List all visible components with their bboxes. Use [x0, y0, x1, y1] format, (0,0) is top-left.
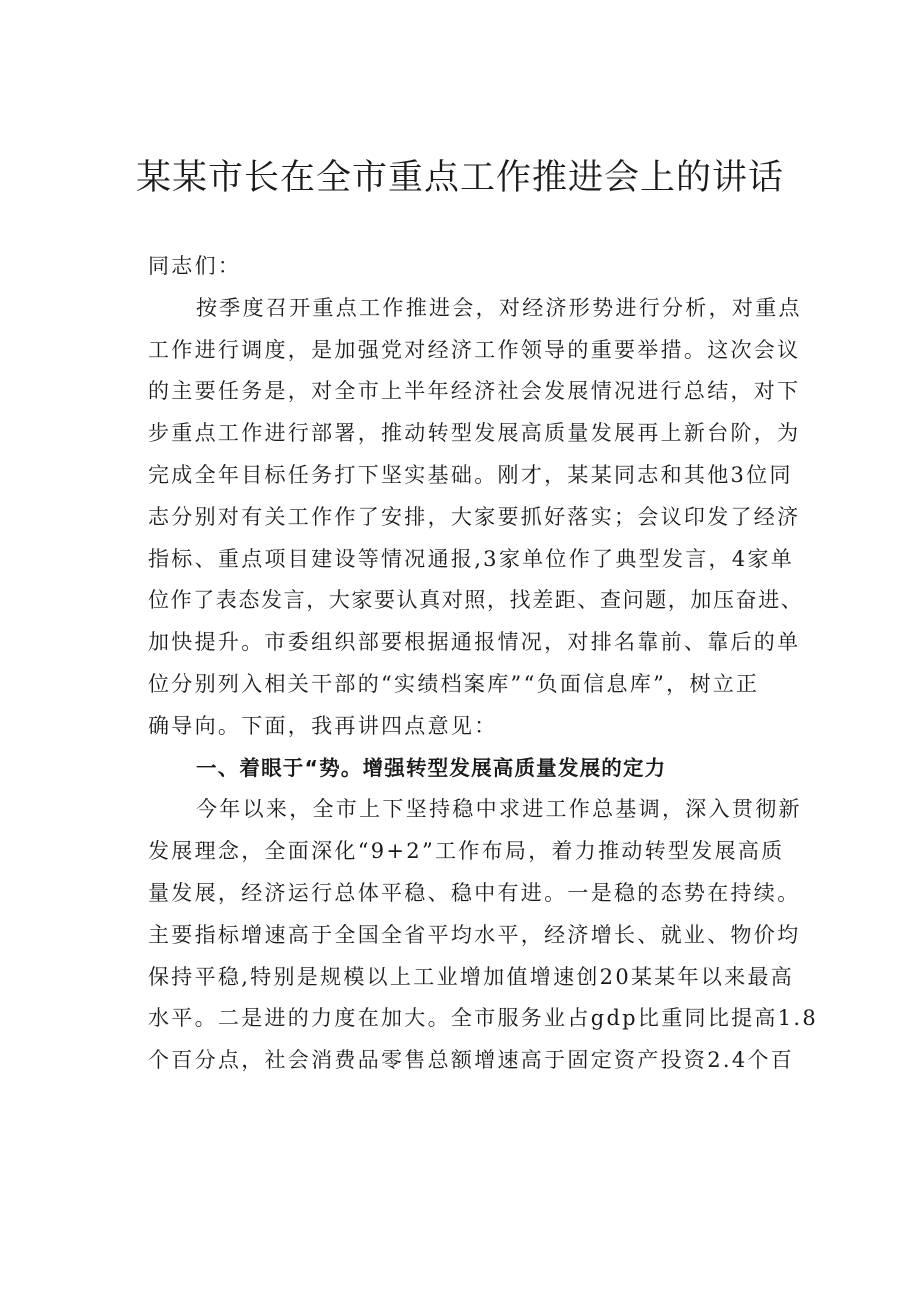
paragraph-line: 加快提升。市委组织部要根据通报情况，对排名靠前、靠后的单	[148, 630, 801, 655]
paragraph-line: 志分别对有关工作作了安排，大家要抓好落实；会议印发了经济	[148, 504, 801, 529]
paragraph-line: 位分别列入相关干部的“实绩档案库”“负面信息库”，树立正	[148, 671, 760, 696]
paragraph-line: 工作进行调度，是加强党对经济工作领导的重要举措。这次会议	[148, 337, 801, 362]
paragraph-line: 位作了表态发言，大家要认真对照，找差距、查问题，加压奋进、	[148, 588, 804, 613]
paragraph-line: 发展理念，全面深化“9+2”工作布局，着力推动转型发展高质	[148, 839, 785, 864]
paragraph-line: 完成全年目标任务打下坚实基础。刚才，某某同志和其他3位同	[148, 462, 793, 487]
document-body	[148, 246, 819, 1082]
paragraph-line: 步重点工作进行部署，推动转型发展高质量发展再上新台阶，为	[148, 421, 801, 446]
paragraph-line: 个百分点，社会消费品零售总额增速高于固定资产投资2.4个百	[148, 1048, 795, 1073]
paragraph-line: 保持平稳,特别是规模以上工业增加值增速创20某某年以来最高	[148, 964, 795, 989]
paragraph-line: 的主要任务是，对全市上半年经济社会发展情况进行总结，对下	[148, 379, 801, 404]
salutation: 同志们：	[148, 254, 242, 278]
paragraph-line: 指标、重点项目建设等情况通报,3家单位作了典型发言，4家单	[148, 546, 795, 571]
paragraph-line: 确导向。下面，我再讲四点意见：	[148, 713, 498, 738]
paragraph-line: 主要指标增速高于全国全省平均水平，经济增长、就业、物价均	[148, 922, 801, 947]
paragraph-line: 量发展，经济运行总体平稳、稳中有进。一是稳的态势在持续。	[148, 880, 801, 905]
paragraph-line: 按季度召开重点工作推进会，对经济形势进行分析，对重点	[196, 295, 802, 320]
document-title: 某某市长在全市重点工作推进会上的讲话	[135, 158, 784, 198]
section-heading: 一、着眼于“势。增强转型发展高质量发展的定力	[196, 755, 667, 780]
paragraph-line: 水平。二是进的力度在加大。全市服务业占gdp比重同比提高1.8	[148, 1006, 819, 1031]
paragraph-line: 今年以来，全市上下坚持稳中求进工作总基调，深入贯彻新	[196, 797, 802, 822]
